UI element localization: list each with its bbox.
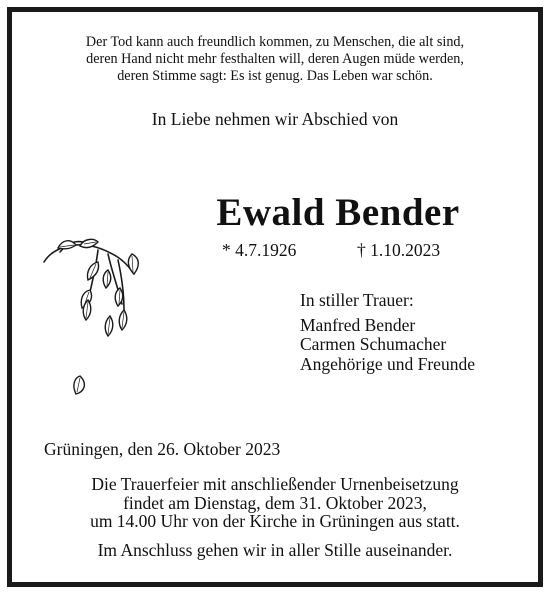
funeral-line: findet am Dienstag, dem 31. Oktober 2023,	[123, 492, 427, 513]
birch-branch-icon	[40, 236, 150, 406]
place-date: Grüningen, den 26. Oktober 2023	[44, 439, 281, 459]
mourner-name: Manfred Bender	[300, 314, 416, 335]
funeral-line: Die Trauerfeier mit anschließender Urnenbeisetzung	[91, 474, 459, 494]
mourners-heading: In stiller Trauer:	[300, 290, 414, 310]
poem	[0, 34, 550, 85]
poem-line: Der Tod kann auch freundlich kommen, zu Menschen, die alt sind,	[85, 34, 465, 50]
mourner-name: Carmen Schumacher	[300, 334, 447, 354]
intro-text: In Liebe nehmen wir Abschied von	[151, 109, 399, 129]
poem-line: deren Hand nicht mehr festhalten will, deren Augen müde werden,	[86, 51, 464, 67]
birth-date: * 4.7.1926	[222, 240, 297, 260]
funeral-info	[0, 475, 550, 531]
death-date: † 1.10.2023	[357, 240, 441, 260]
closing-text: Im Anschluss gehen wir in aller Stille auseinander.	[97, 540, 453, 560]
poem-line: deren Stimme sagt: Es ist genug. Das Leben war schön.	[117, 68, 433, 84]
mourner-name: Angehörige und Freunde	[300, 353, 475, 374]
mourners-block	[300, 291, 475, 374]
deceased-name: Ewald Bender	[216, 191, 460, 234]
funeral-line: um 14.00 Uhr von der Kirche in Grüningen aus statt.	[90, 511, 460, 531]
